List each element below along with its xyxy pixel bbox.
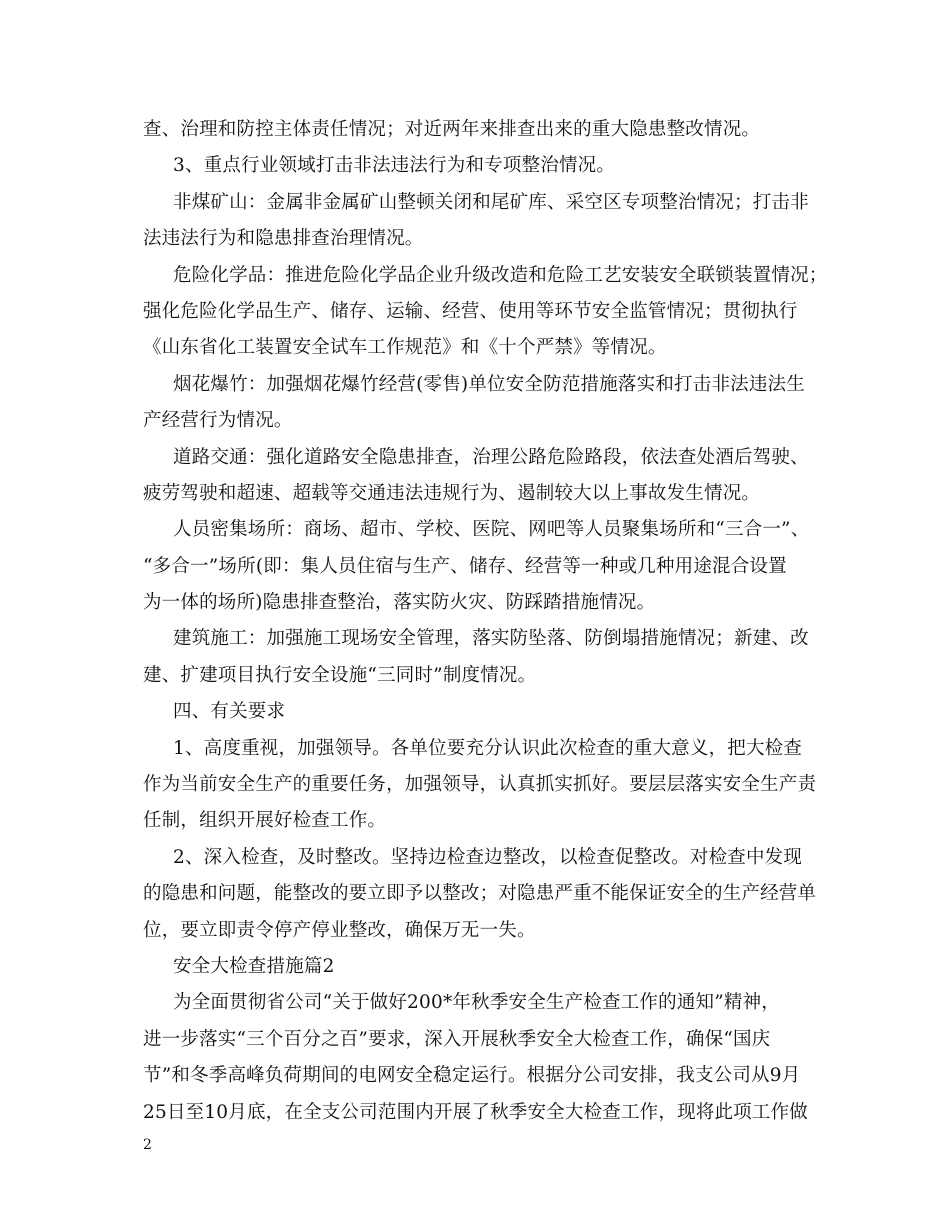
text-line: 疲劳驾驶和超速、超载等交通违法违规行为、遏制较大以上事故发生情况。	[143, 482, 761, 504]
text-line: 位，要立即责令停产停业整改，确保万无一失。	[143, 919, 536, 941]
text-line: 为全面贯彻省公司“关于做好200*年秋季安全生产检查工作的通知”精神，	[173, 992, 780, 1014]
text-line: 作为当前安全生产的重要任务，加强领导，认真抓实抓好。要层层落实安全生产责	[143, 774, 817, 796]
body-text	[143, 112, 828, 1131]
text-line: 非煤矿山：金属非金属矿山整顿关闭和尾矿库、采空区专项整治情况；打击非	[173, 191, 809, 213]
text-line: 建、扩建项目执行安全设施“三同时”制度情况。	[143, 664, 537, 686]
text-line: 2、深入检查，及时整改。坚持边检查边整改，以检查促整改。对检查中发现	[173, 846, 803, 868]
text-line: 为一体的场所)隐患排查整治，落实防火灾、防踩踏措施情况。	[143, 592, 656, 614]
text-line: 25日至10月底，在全支公司范围内开展了秋季安全大检查工作，现将此项工作做	[143, 1101, 808, 1123]
text-line: 法违法行为和隐患排查治理情况。	[143, 228, 424, 250]
text-line: 进一步落实“三个百分之百”要求，深入开展秋季安全大检查工作，确保“国庆	[143, 1028, 771, 1050]
text-line: 强化危险化学品生产、储存、运输、经营、使用等环节安全监管情况；贯彻执行	[143, 300, 798, 322]
text-line: 3、重点行业领域打击非法违法行为和专项整治情况。	[173, 155, 616, 177]
text-line: 产经营行为情况。	[143, 410, 293, 432]
text-line: 道路交通：强化道路安全隐患排查，治理公路危险路段，依法查处酒后驾驶、	[173, 446, 809, 468]
section-title: 安全大检查措施篇2	[173, 955, 335, 977]
text-line: 建筑施工：加强施工现场安全管理，落实防坠落、防倒塌措施情况；新建、改	[173, 628, 809, 650]
text-line: 《山东省化工装置安全试车工作规范》和《十个严禁》等情况。	[143, 337, 667, 359]
section-heading: 四、有关要求	[173, 701, 286, 723]
text-line: 烟花爆竹：加强烟花爆竹经营(零售)单位安全防范措施落实和打击非法违法生	[173, 373, 805, 395]
text-line: 危险化学品：推进危险化学品企业升级改造和危险工艺安装安全联锁装置情况；	[173, 264, 828, 286]
text-line: 的隐患和问题，能整改的要立即予以整改；对隐患严重不能保证安全的生产经营单	[143, 883, 817, 905]
text-line: 1、高度重视，加强领导。各单位要充分认识此次检查的重大意义，把大检查	[173, 737, 803, 759]
text-line: “多合一”场所(即：集人员住宿与生产、储存、经营等一种或几种用途混合设置	[143, 555, 787, 577]
page-number: 2	[143, 1137, 152, 1153]
text-line: 人员密集场所：商场、超市、学校、医院、网吧等人员聚集场所和“三合一”、	[173, 519, 810, 541]
text-line: 任制，组织开展好检查工作。	[143, 810, 387, 832]
text-line: 查、治理和防控主体责任情况；对近两年来排查出来的重大隐患整改情况。	[143, 119, 761, 140]
text-line: 节”和冬季高峰负荷期间的电网安全稳定运行。根据分公司安排，我支公司从9月	[143, 1065, 801, 1087]
